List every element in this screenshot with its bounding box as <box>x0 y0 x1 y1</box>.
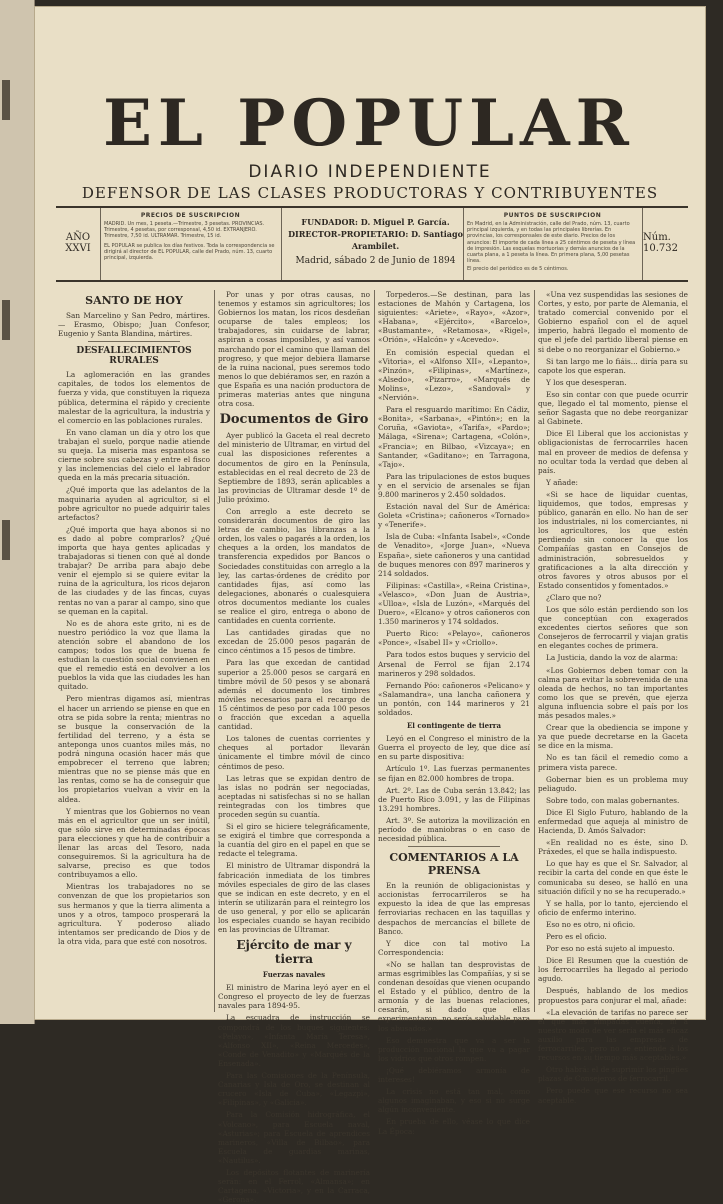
article-paragraph: Si tan largo me lo fiáis... diría para su capote los que esperan. <box>538 356 688 375</box>
article-paragraph: Los depósitos flotantes de marinería serán: en el Ferrol, «Almansa»; en Cartagena, «Victoria», y en la Carraca, «Gerona». <box>218 1167 370 1204</box>
article-paragraph: El ministro de Marina leyó ayer en el Congreso el proyecto de ley de fuerzas navales para 1894-95. <box>218 983 370 1011</box>
editorial-cell <box>288 208 464 280</box>
article-paragraph: El ministro de Ultramar dispondrá la fabricación inmediata de los timbres móviles especiales de giro de las clases que se indican en este decreto, y en el interín se utilizarán para el reintegro los de uso general, y por ello se aplicarán los especiales cuando se hayan recibido en las provincias de Ultramar. <box>218 861 370 935</box>
article-paragraph: ¿Qué importa que las adelantos de la maquinaria ayuden al agricultor, si el pobre agricultor no puede adquirir tales artefactos? <box>58 485 210 522</box>
article-paragraph: Para la Comisión hidrográfica, el «Volcano», para Escuela naval, «Asturias»; para Escuela de aprendices marineros, «Villa de Bilbao», para Escuela de guardias marinas, «Nautilus». <box>218 1110 370 1165</box>
issue-date: Madrid, sábado 2 de Junio de 1894 <box>295 256 456 266</box>
article-paragraph: Puerto Rico: «Pelayo», cañoneros «Ponce», «Isabel II» y «Criollo». <box>378 629 530 648</box>
article-heading: SANTO DE HOY <box>85 294 183 307</box>
section-divider <box>408 846 500 847</box>
article-paragraph: La escuadra de instrucción se compondrá de los buques siguientes: «Pelayo», «Infanta María Teresa», «Alfonso XII», «Reina Mercedes», «Conde de Venadito» y «Marqués de la Ensenada». <box>218 1013 370 1068</box>
article-paragraph: La aglomeración en las grandes capitales, de todos los elementos de fuerza y vida, que constituyen la riqueza pública, determina el rápido y creciente malestar de la agricultura, la industria y el comercio en las poblaciones rurales. <box>58 370 210 425</box>
column-1 <box>58 290 210 1014</box>
column-rule <box>214 290 215 1012</box>
article-paragraph: Lo que hay es que el Sr. Salvador, al recibir la carta del conde en que éste le comunicaba su deseo, se halló en una situación difícil y no se ha recuperado.» <box>538 859 688 896</box>
article-heading: Fuerzas navales <box>262 970 326 980</box>
article-paragraph: Pero puede que ese recurso no sea aceptable. <box>538 1086 688 1105</box>
points-title: PUNTOS DE SUSCRIPCION <box>503 212 602 219</box>
masthead-title: EL POPULAR <box>103 86 635 161</box>
article-paragraph: Con arreglo a este decreto se considerarán documentos de giro las letras de cambio, las libranzas a la orden, los vales o pagarés a la orden, los cheques a la orden, los mandatos de transferencia expedidos por Bancos o Sociedades constituidas con arreglo a la ley, las cartas-órdenes de crédito por cantidades fijas, así como las delegaciones, abonarés o cualesquiera otros documentos mediante los cuales se realice el giro, entrega o abono de cantidades en cuenta corriente. <box>218 506 370 626</box>
article-paragraph: Para las Comisiones de la Península, Canarias y Isla de Oro, se destinan al crucero «Isla de Cuba», «Legazpi», «Filipinas», y «Galicia». <box>218 1071 370 1108</box>
article-paragraph: Y se halla, por lo tanto, ejerciendo el oficio de enfermo interino. <box>538 898 688 917</box>
scrap-mark <box>2 300 10 340</box>
article-paragraph: ¿Claro que no? <box>546 592 602 602</box>
article-paragraph: Leyó en el Congreso el ministro de la Guerra el proyecto de ley, que dice así en su parte dispositiva: <box>378 734 530 762</box>
article-paragraph: «No se hallan tan desprovistas de armas esgrimibles las Compañías, y si se condenan desoídas que vienen ocupando el Estado y el público, dentro de la armonía y de las buenas relaciones, cesarán, si dado que ellas experimentaron, no sería saludable para los abusados.» <box>378 959 530 1033</box>
article-paragraph: Y mientras que los Gobiernos no vean más en el agricultor que un ser inútil, que sólo sirve en determinadas épocas para elecciones y que ha de contribuir a llenar las arcas del Tesoro, nada conseguiremos. Si la agricultura ha de salvarse, preciso es que todos contribuyamos a ello. <box>58 806 210 880</box>
article-paragraph: San Marcelino y San Pedro, mártires. — Erasmo, Obispo; Juan Confesor, Eugenio y Santa Blandina, mártires. <box>58 311 210 339</box>
article-paragraph: No es de ahora este grito, ni es de nuestro periódico la voz que llama la atención sobre el abandono de los campos; todos los que de buena fe estudian la cuestión social convienen en que el remedio está en devolver a los pueblos la vida que las ciudades les han quitado. <box>58 618 210 692</box>
column-rule <box>374 290 375 1012</box>
article-heading: Ejército de mar y tierra <box>236 938 352 967</box>
article-paragraph: Ayer publicó la Gaceta el real decreto del ministerio de Ultramar, en virtud del cual las disposiciones referentes a documentos de giro en la Península, establecidas en el real decreto de 23 de Septiembre de 1893, serán aplicables a las provincias de Ultramar desde 1º de Julio próximo. <box>218 431 370 504</box>
article-paragraph: Y los que desesperan. <box>546 377 627 387</box>
article-paragraph: Pero mientras digamos así, mientras el hacer un arriendo se piense en que en otra se pida sobre la renta; mientras no se busque la conservación de la fertilidad del terreno, y a ésta se anteponga unos cuantos miles más, no podrá ninguna ocasión hacer más que empobrecer el terreno que labren; mientras que no se piense más que en las rentas, como se ha de conseguir que los propietarios vuelvan a vivir en la aldea. <box>58 694 210 804</box>
article-paragraph: Los que sólo están perdiendo son los que conceptúan con exagerados excedentes ciertos señores que son Consejeros de ferrocarril y viajan gratis en elegantes coches de primera. <box>538 605 688 651</box>
masthead-subtitle: DIARIO INDEPENDIENTE <box>248 162 492 182</box>
article-paragraph: Eso sin contar con que puede ocurrir que, llegado el tal momento, piense el señor Sagasta que no debe reorganizar al Gabinete. <box>538 389 688 427</box>
article-paragraph: Art. 2º. Las de Cuba serán 13.842; las de Puerto Rico 3.091, y las de Filipinas 13.291 hombres. <box>378 785 530 813</box>
article-paragraph: Las cantidades giradas que no excedan de 25.000 pesos pagarán de cinco céntimos a 15 pesos de timbre. <box>218 628 370 656</box>
column-rule <box>534 290 535 1012</box>
article-paragraph: Torpederos.—Se destinan, para las estaciones de Mahón y Cartagena, los siguientes: «Ariete», «Rayo», «Azor», «Habana», «Ejército», «Barcelo», «Bustamante», «Retamosa», «Rigel», «Orión», «Halcón» y «Acevedo». <box>378 290 530 345</box>
article-paragraph: Art. 3º. Se autoriza la movilización en período de maniobras o en caso de necesidad pública. <box>378 815 530 844</box>
year-cell <box>56 208 101 280</box>
article-paragraph: «Los Gobiernos deben tomar con la calma para evitar la sobrevenida de una oleada de hechos, no tan importantes como los que se prevén, que ejerza alguna influencia sobre el país por los más pesados males.» <box>538 665 688 721</box>
points-note: El precio del periódico es de 5 céntimos. <box>467 266 569 273</box>
article-paragraph: En vano claman un día y otro los que trabajan el suelo, porque nadie atiende su queja. La miseria mas espantosa se cierne sobre sus cabezas y entre el fisco y las inclemencias del cielo el labrador queda en la más precaria situación. <box>58 427 210 483</box>
info-bar <box>56 206 688 282</box>
scrap-mark <box>2 520 10 560</box>
column-3 <box>378 290 530 1136</box>
article-paragraph: ¡Qué debiéramos armonía de intereses! <box>378 1065 530 1085</box>
article-paragraph: En prueba de ello, véase lo que dice La Época: <box>378 1117 530 1136</box>
article-paragraph: Isla de Cuba: «Infanta Isabel», «Conde de Venadito», «Jorge Juan», «Nueva España», siete cañoneros y una cantidad de buques menores con 897 marineros y 214 soldados. <box>378 532 530 578</box>
article-paragraph: Si el giro se hiciere telegráficamente, se exigirá el timbre que corresponda a la cuantía del giro en el papel en que se redacte el telegrama. <box>218 822 370 859</box>
article-paragraph: Gobernar bien es un problema muy peliagudo. <box>538 774 688 793</box>
subscription-title: PRECIOS DE SUSCRIPCION <box>140 212 241 219</box>
article-paragraph: La crisis no está tan mal, como algunos imaginaban, y eso si no surge algún inconveniente. <box>378 1087 530 1115</box>
article-paragraph: Las letras que se expidan dentro de las islas no podrán ser negociadas, aceptadas ni satisfechas si no se hallan reintegradas con los timbres que proceden según su cuantía. <box>218 773 370 819</box>
newspaper-page <box>34 6 706 1204</box>
article-paragraph: Para las tripulaciones de estos buques y en el servicio de arsenales se fijan 9.800 marineros y 2.450 soldados. <box>378 471 530 499</box>
article-paragraph: Dice El Resumen que la cuestión de los ferrocarriles ha llegado al periodo agudo. <box>538 956 688 984</box>
article-paragraph: En la reunión de obligacionistas y accionistas ferrocarrileros se ha expuesto la idea de que las empresas ferroviarias rechacen en las taquillas y despachos de mercancías el billete de Banco. <box>378 881 530 936</box>
article-paragraph: Y dice con tal motivo La Correspondencia: <box>378 938 530 957</box>
article-paragraph: Para las que excedan de cantidad superior a 25.000 pesos se cargará en timbre móvil de 50 pesos y se abonará además el documento los timbres móviles necesarios para el recargo de 15 céntimos de peso por cada 100 pesos o fracción que excedan a aquella cantidad. <box>218 658 370 732</box>
article-paragraph: Pero es el oficio. <box>546 932 607 941</box>
article-paragraph: Y añade: <box>546 477 578 487</box>
number-cell <box>643 208 688 280</box>
article-paragraph: Para el resguardo marítimo: En Cádiz, «Bonita», «Sarbana», «Pintón»; en la Coruña, «Gaviota», «Tarifa», «Pardo»; Málaga, «Sirena»; Cartagena, «Colón», «Francia»; en Bilbao, «Vizcaya»; en Santander, «Gaditano»; en Tarragona, «Tajo». <box>378 405 530 469</box>
article-paragraph: Para todos estos buques y servicio del Arsenal de Ferrol se fijan 2.174 marineros y 298 soldados. <box>378 650 530 678</box>
article-paragraph: «La elevación de tarifas no parece ser el que más simpatías cuenta, ni á nuestro modo de ver sería el más eficaz auxilio para las empresas de ferrocarriles, pero no se entiende á los recursos en su tiempo más aceptables.» <box>538 1007 688 1063</box>
article-heading: DESFALLECIMIENTOS RURALES <box>76 346 192 367</box>
column-2 <box>218 290 370 1204</box>
article-paragraph: Artículo 1º. Las fuerzas permanentes se fijan en 82.000 hombres de tropa. <box>378 764 530 783</box>
article-paragraph: No es tan fácil el remedio como a primera vista parece. <box>538 753 688 772</box>
article-paragraph: Los talones de cuentas corrientes y cheques al portador llevarán únicamente el timbre móvil de cinco céntimos de peso. <box>218 734 370 771</box>
founder-line: FUNDADOR: D. Miguel P. García. <box>301 217 450 227</box>
article-paragraph: Filipinas: «Castilla», «Reina Cristina», «Velasco», «Don Juan de Austria», «Ulloa», «Isla de Luzón», «Marqués del Duero», «Elcano» y otros cañoneros con 1.350 marineros y 174 soldados. <box>378 580 530 627</box>
article-paragraph: Eso no es otro, ni oficio. <box>546 919 636 929</box>
article-paragraph: Por eso no está sujeto al impuesto. <box>546 944 675 954</box>
article-paragraph: ¿Qué importa que haya abonos si no es dado al pobre comprarlos? ¿Qué importa que haya gentes aplicadas y trabajadoras si tienen con qué al donde trabajar? De arriba para abajo debe venir el ejemplo si se quiere evitar la ruina de la agricultura, los ricos dejaron de las ciudades y de las fincas, cuyas rentas no van a parar al campo, sino que se queman en la capital. <box>58 524 210 616</box>
article-paragraph: La Justicia, dando la voz de alarma: <box>546 653 678 663</box>
article-heading: El contingente de tierra <box>406 721 502 731</box>
article-heading: Documentos de Giro <box>219 412 369 428</box>
year-label: AÑO XXVI <box>65 232 91 254</box>
article-paragraph: Fernando Póo: cañoneros «Pelicano» y «Salamandra», una lancha cañonera y un pontón, con 144 marineros y 21 soldados. <box>378 680 530 718</box>
column-4 <box>538 290 688 1105</box>
article-paragraph: Después, hablando de los medios propuestos para conjurar el mal, añade: <box>538 986 688 1005</box>
article-paragraph: «Una vez suspendidas las sesiones de Cortes, y esto, por parte de Alemania, el tratado comercial convenido por el Gobierno español con el de aquel imperio, habrá llegado el momento de que el jefe del partido liberal piense en si debe o no reorganizar el Gobierno.» <box>538 290 688 354</box>
subscription-cell <box>100 208 282 280</box>
article-paragraph: Sobre todo, con malas gobernantes. <box>546 795 680 805</box>
article-paragraph: Mientras los trabajadores no se convenzan de que los propietarios son sus hermanos y que la tierra alimenta a unos y a otros, tampoco prosperará la agricultura. Y poderoso aliado intentamos ser predicando de Dios y de la otra vida, para que esté con nosotros. <box>58 882 210 946</box>
masthead-tagline: DEFENSOR DE LAS CLASES PRODUCTORAS Y CONTRIBUYENTES <box>81 184 659 202</box>
section-divider <box>88 341 180 342</box>
director-line: DIRECTOR-PROPIETARIO: D. Santiago Arambilet. <box>288 229 463 251</box>
points-cell <box>463 208 643 280</box>
scrap-mark <box>2 80 10 120</box>
subscription-note: EL POPULAR se publica los días festivos. Toda la correspondencia se dirigirá al director de EL POPULAR, calle del Prado, núm. 13, cuarto principal, izquierda. <box>104 242 275 262</box>
article-paragraph: Dice El Siglo Futuro, hablando de la enfermedad que aqueja al ministro de Hacienda, D. Amós Salvador: <box>538 807 688 836</box>
issue-number: Núm. 10.732 <box>643 232 678 254</box>
article-paragraph: Por unas y por otras causas, no tenemos y estamos sin agricultores; los Gobiernos los matan, los ricos desdeñan ocuparse de tales empleos; los trabajadores, sin cuidarse de labrar, aspiran a cosas imposibles, y así vamos marchando por el camino que llaman del progreso, y que mejor debiera llamarse de la ruina nacional, pues seremos todo menos lo que debiéramos ser, en razón a que España es una nación productora de primeras materias antes que ninguna otra cosa. <box>218 290 370 409</box>
article-paragraph: Dice El Liberal que los accionistas y obligacionistas de ferrocarriles hacen mal en proveer de medios de defensa y no ocultar toda la verdad que deben al país. <box>538 429 688 475</box>
article-paragraph: Eso demuestra que va a ser la producción nacional la que va a pagar los vidrios que otros rompen. <box>378 1035 530 1063</box>
article-paragraph: Crear que la obediencia se impone y ya que puede decretarse en la Gaceta se dice en la misma. <box>538 723 688 751</box>
article-paragraph: Estación naval del Sur de América: Goleta «Cristina»; cañoneros «Tornado» y «Tenerife». <box>378 502 530 530</box>
article-paragraph: «Si se hace de liquidar cuentas, liquidemos, que todos, empresas y público, ganarán en ello. No han de ser los industriales, ni los comerciantes, ni los agricultores, los que estén perdiendo sin conocer la que los Compañías gastan en Consejos de administración, sobresueldos y gratificaciones a la alta dirección y otros favores y otros abusos por el Estado consentidos y fomentados.» <box>538 489 688 590</box>
points-text: En Madrid, en la Administración, calle del Prado, núm. 13, cuarto principal izquierda, y en todas las principales librerías. En provincias, los corresponsales de este diario. Precios de los anuncios: El importe de cada línea a 25 céntimos de peseta y línea de impresión. Las esquelas mortuorias y demás anuncios de la cuarta plana, a 1 peseta la línea. En primera plana, 5,00 pesetas línea. <box>467 221 636 265</box>
article-heading: COMENTARIOS A LA PRENSA <box>389 851 519 878</box>
article-paragraph: En comisión especial quedan el «Vitoria», el «Alfonso XII», «Lepanto», «Pinzón», «Filipinas», «Martínez», «Alsedo», «Pizarro», «Marqués de Molins», «Lezo», «Sandoval» y «Nervión». <box>378 347 530 403</box>
article-paragraph: «En realidad no es éste, sino D. Práxedes, el que se halla indispuesto. <box>538 838 688 857</box>
subscription-prices: MADRID. Un mes, 1 peseta.—Trimestre, 3 pesetas. PROVINCIAS. Trimestre, 4 pesetas, por corresponsal, 4,50 id. EXTRANJERO. Trimestre, 7,50 id. ULTRAMAR. Trimestre, 15 id. <box>104 221 265 240</box>
article-paragraph: Otro habrá: el de suprimir los pingües plazas de Consejeros de ferrocarril. <box>538 1065 688 1084</box>
adjacent-page-edge <box>0 0 35 1024</box>
